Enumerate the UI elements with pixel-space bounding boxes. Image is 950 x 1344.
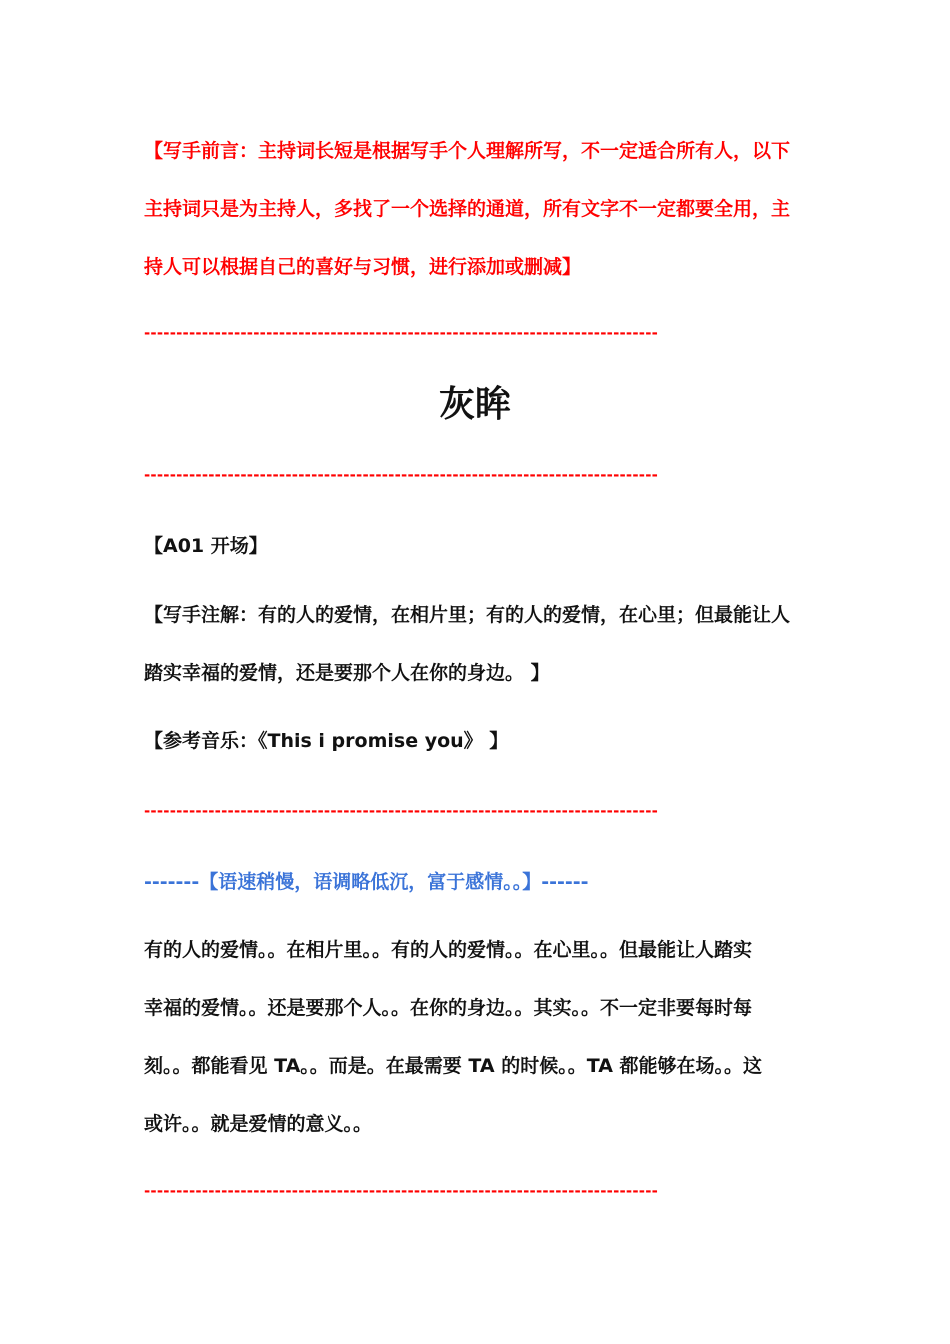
script-line: 有的人的爱情。。在相片里。。有的人的爱情。。在心里。。但最能让人踏实 xyxy=(144,939,753,961)
preface-line: 持人可以根据自己的喜好与习惯，进行添加或删减】 xyxy=(144,256,582,278)
section-heading: 【A01 开场】 xyxy=(144,535,268,557)
writer-note-line: 【写手注解：有的人的爱情，在相片里；有的人的爱情，在心里；但最能让人 xyxy=(144,604,791,626)
writer-note-line: 踏实幸福的爱情，还是要那个人在你的身边。 】 xyxy=(144,662,550,684)
reference-music: 【参考音乐：《This i promise you》 】 xyxy=(144,730,509,752)
script-line: 幸福的爱情。。还是要那个人。。在你的身边。。其实。。不一定非要每时每 xyxy=(144,997,753,1019)
preface-paragraph xyxy=(144,136,808,282)
stage-direction: -------【语速稍慢，语调略低沉，富于感情。。】------ xyxy=(144,871,589,893)
script-line: 刻。。都能看见 TA。。而是。在最需要 TA 的时候。。TA 都能够在场。。这 xyxy=(144,1055,763,1077)
preface-line: 【写手前言：主持词长短是根据写手个人理解所写，不一定适合所有人，以下 xyxy=(144,140,791,162)
divider: -------------------------------------------------------------------------------- xyxy=(144,1182,659,1200)
divider: -------------------------------------------------------------------------------- xyxy=(144,466,659,484)
divider: -------------------------------------------------------------------------------- xyxy=(144,324,659,342)
divider: -------------------------------------------------------------------------------- xyxy=(144,802,659,820)
script-line: 或许。。就是爱情的意义。。 xyxy=(144,1113,373,1135)
page-title: 灰眸 xyxy=(438,384,511,425)
preface-line: 主持词只是为主持人，多找了一个选择的通道，所有文字不一定都要全用，主 xyxy=(144,198,791,220)
script-body xyxy=(144,935,808,1139)
writer-note xyxy=(144,600,808,688)
